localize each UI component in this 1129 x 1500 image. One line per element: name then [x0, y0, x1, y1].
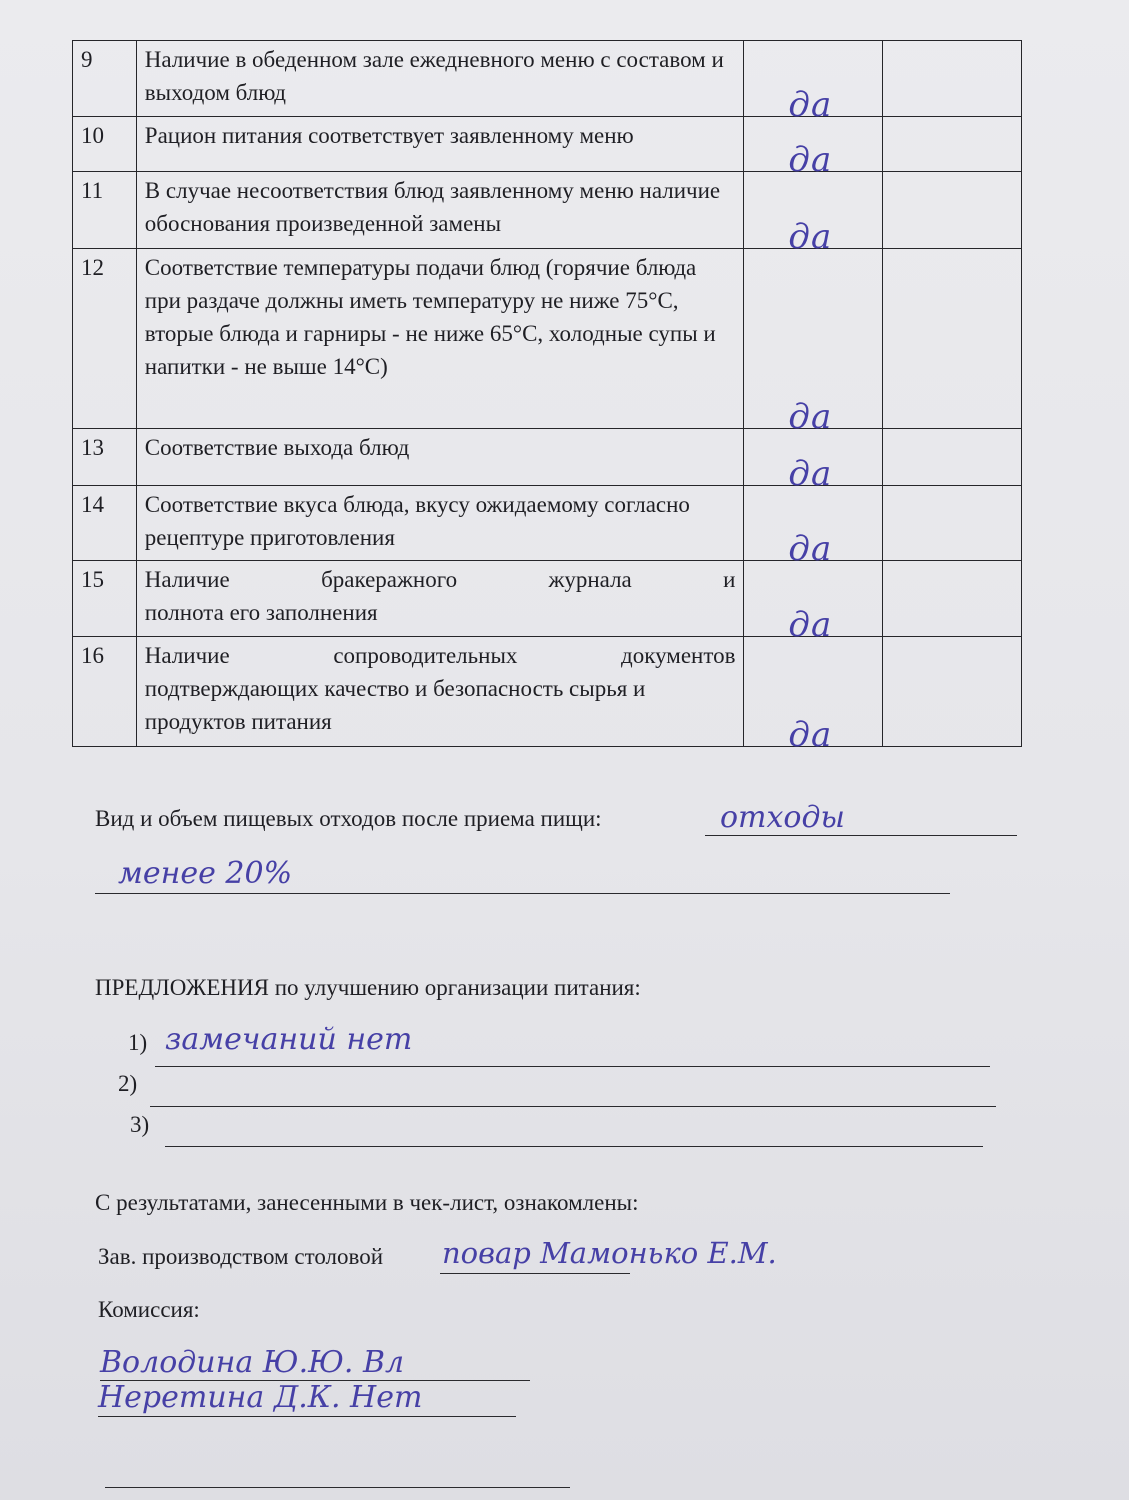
handwritten-mark: да: [788, 217, 833, 257]
handwritten-mark: да: [788, 715, 833, 755]
proposals-heading: ПРЕДЛОЖЕНИЯ по улучшению организации питания:: [95, 975, 641, 1000]
mark-cell: [744, 486, 883, 569]
empty-cell: [883, 637, 1022, 747]
proposal-line: [165, 1146, 983, 1147]
empty-cell: [883, 41, 1022, 117]
commission-line: [98, 1416, 516, 1417]
handwritten-mark: да: [788, 454, 833, 494]
handwritten-mark: да: [788, 605, 833, 645]
empty-cell: [883, 486, 1022, 561]
proposal-number: 1): [128, 1030, 148, 1055]
waste-underline-2: [95, 893, 950, 894]
commission-member: Володина Ю.Ю. Вл: [100, 1345, 405, 1380]
mark-cell: [744, 637, 883, 755]
head-handwriting: повар Мамонько Е.М.: [442, 1236, 777, 1270]
table-row: [73, 429, 1022, 486]
table-row: [73, 172, 1022, 249]
proposal-line: [150, 1106, 996, 1107]
row-number: 16: [73, 637, 137, 747]
ack-text: С результатами, занесенными в чек-лист, ознакомлены:: [95, 1190, 639, 1215]
criterion-line: Наличие бракеражного журнала и: [144, 567, 736, 592]
row-number: 9: [73, 41, 137, 117]
table-row: [73, 637, 1022, 747]
head-label: Зав. производством столовой: [98, 1244, 384, 1269]
row-number: 14: [73, 486, 137, 561]
handwritten-mark: да: [788, 140, 833, 180]
empty-cell: [883, 429, 1022, 486]
waste-handwriting-2: менее 20%: [118, 856, 293, 891]
row-number: 10: [73, 117, 137, 172]
head-underline: [440, 1273, 630, 1274]
row-number: 12: [73, 249, 137, 429]
empty-cell: [883, 117, 1022, 172]
commission-member: Неретина Д.К. Нет: [98, 1380, 423, 1415]
criterion-text: Рацион питания соответствует заявленному меню: [136, 117, 744, 172]
proposal-line: [155, 1066, 990, 1067]
waste-handwriting-1: отходы: [720, 800, 845, 835]
mark-cell: [744, 561, 883, 645]
row-number: 11: [73, 172, 137, 249]
table-row: [73, 249, 1022, 429]
criterion-text: В случае несоответствия блюд заявленному меню наличие обоснования произведенной замены: [136, 172, 744, 249]
mark-cell: [744, 429, 883, 494]
proposal-number: 3): [130, 1112, 150, 1137]
criterion-text: [136, 637, 744, 747]
empty-cell: [883, 561, 1022, 637]
empty-cell: [883, 172, 1022, 249]
empty-cell: [883, 249, 1022, 429]
waste-label: Вид и объем пищевых отходов после приема пищи:: [95, 806, 602, 831]
criterion-text: Соответствие выхода блюд: [136, 429, 744, 486]
criterion-line: полнота его заполнения: [144, 600, 378, 625]
criterion-text: Соответствие вкуса блюда, вкусу ожидаемому согласно рецептуре приготовления: [136, 486, 744, 561]
mark-cell: [744, 41, 883, 125]
table-row: [73, 41, 1022, 117]
mark-cell: [744, 249, 883, 437]
waste-underline: [705, 835, 1017, 836]
proposal-number: 2): [118, 1071, 138, 1096]
checklist-table: [72, 40, 1022, 755]
handwritten-mark: да: [788, 85, 833, 125]
commission-label: Комиссия:: [98, 1297, 200, 1322]
handwritten-mark: да: [788, 397, 833, 437]
row-number: 15: [73, 561, 137, 637]
handwritten-mark: да: [788, 529, 833, 569]
table-row: [73, 561, 1022, 637]
criterion-text: [136, 561, 744, 637]
table-row: [73, 117, 1022, 172]
row-number: 13: [73, 429, 137, 486]
mark-cell: [744, 172, 883, 257]
criterion-line: подтверждающих качество и безопасность сырья и продуктов питания: [144, 676, 646, 734]
criterion-text: Соответствие температуры подачи блюд (горячие блюда при раздаче должны иметь температуру не ниже 75°С, вторые блюда и гарниры - не ниже 65°С, холодные супы и напитки - не выше 14°С): [136, 249, 744, 429]
table-row: [73, 486, 1022, 561]
mark-cell: [744, 117, 883, 180]
criterion-text: Наличие в обеденном зале ежедневного меню с составом и выходом блюд: [136, 41, 744, 117]
proposal-handwriting: замечаний нет: [165, 1022, 413, 1057]
commission-line: [105, 1487, 570, 1488]
criterion-line: Наличие сопроводительных документов: [144, 643, 736, 668]
